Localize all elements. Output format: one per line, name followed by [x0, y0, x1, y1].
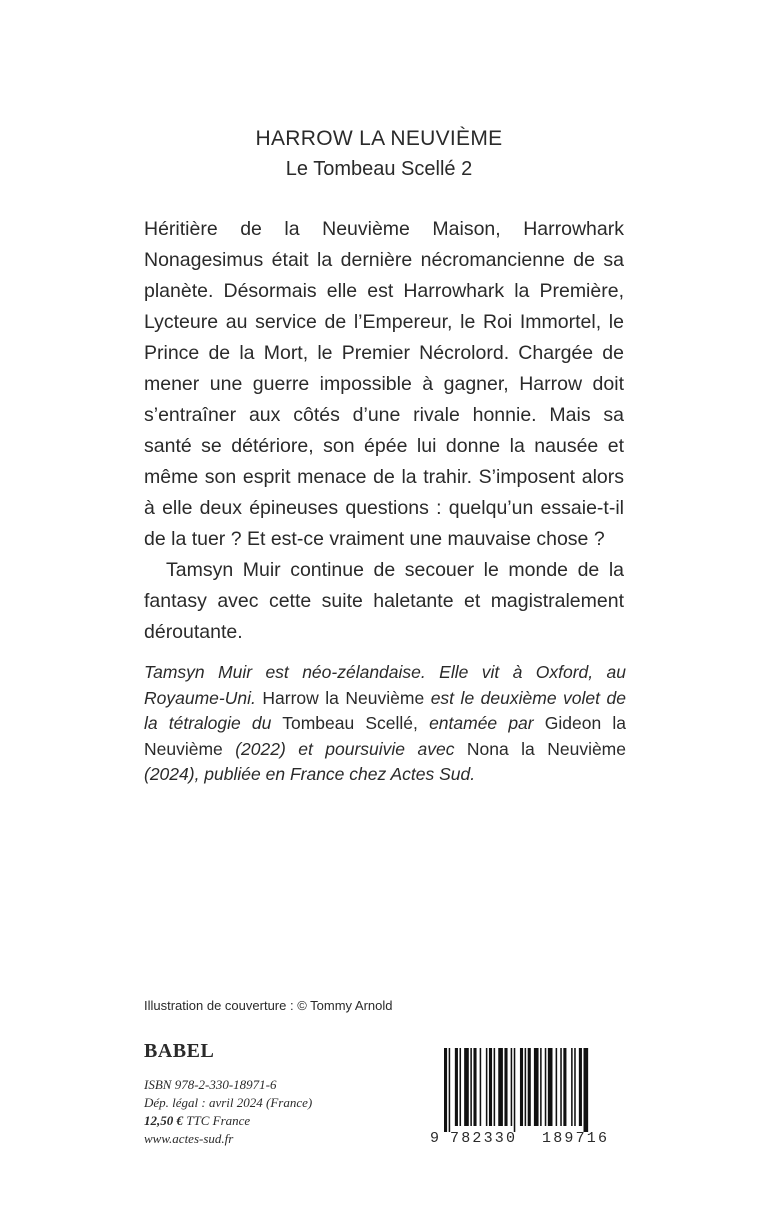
blurb: [144, 214, 624, 648]
barcode-bar: [563, 1048, 566, 1126]
blurb-paragraph-1: Héritière de la Neuvième Maison, Harrowhark Nonagesimus était la dernière nécromancienne de sa planète. Désormais elle est Harrowhark la Première, Lycteure au service de l’Empereur, le Roi Immortel, le Prince de la Mort, le Premier Nécrolord. Chargée de mener une guerre impossible à gagner, Harrow doit s’entraîner aux côtés d’une rivale honnie. Mais sa santé se détériore, son épée lui donne la nausée et même son esprit menace de la trahir. S’imposent alors à elle deux épineuses questions : quelqu’un essaie-t-il de la tuer ? Et est-ce vraiment une mauvaise chose ?: [144, 218, 624, 550]
barcode-bar: [449, 1048, 451, 1132]
publication-info: [144, 1076, 312, 1148]
barcode-bar: [545, 1048, 547, 1126]
barcode-bar: [504, 1048, 507, 1126]
barcode-bar: [548, 1048, 553, 1126]
barcode-bar: [480, 1048, 482, 1126]
barcode-bar: [473, 1048, 476, 1126]
barcode: [430, 1048, 626, 1158]
price-line: [144, 1112, 312, 1130]
blurb-paragraph-2: Tamsyn Muir continue de secouer le monde de la fantasy avec cette suite haletante et magistralement déroutante.: [144, 559, 624, 643]
barcode-bar: [528, 1048, 531, 1126]
price: 12,50 €: [144, 1113, 183, 1128]
barcode-bar: [455, 1048, 458, 1126]
barcode-bar: [460, 1048, 462, 1126]
barcode-group-2: 189716: [542, 1130, 610, 1147]
bio-text: entamée par: [429, 713, 534, 733]
barcode-bar: [489, 1048, 492, 1126]
bio-text: Tamsyn Muir est néo-zélandaise. Elle vit à Oxford, au Royaume-Uni.: [144, 662, 626, 708]
barcode-bar: [525, 1048, 527, 1126]
author-bio: [144, 660, 626, 788]
barcode-bar: [494, 1048, 496, 1126]
barcode-bar: [574, 1048, 576, 1126]
bio-text: (2024), publiée en France chez Actes Sud.: [144, 764, 476, 784]
bio-book-title: Nona la Neuvième: [466, 738, 626, 759]
barcode-bar: [498, 1048, 503, 1126]
website: www.actes-sud.fr: [144, 1131, 234, 1146]
barcode-bars: [430, 1048, 626, 1132]
barcode-bar: [514, 1048, 516, 1132]
book-subtitle: Le Tombeau Scellé 2: [285, 158, 473, 180]
isbn: ISBN 978-2-330-18971-6: [144, 1077, 277, 1092]
price-suffix: TTC France: [186, 1113, 251, 1128]
barcode-bar: [486, 1048, 488, 1126]
bio-book-title: Gideon la Neuvième: [144, 713, 626, 759]
bio-text: (2022) et poursuivie avec: [235, 738, 455, 759]
barcode-bar: [584, 1048, 589, 1132]
barcode-bar: [511, 1048, 513, 1126]
title-block: [0, 124, 758, 184]
barcode-first-digit: 9: [430, 1130, 442, 1147]
cover-credit: Illustration de couverture : © Tommy Arnold: [144, 998, 393, 1013]
barcode-bar: [464, 1048, 469, 1126]
bio-text: est le deuxième volet de la tétralogie du: [144, 687, 626, 733]
barcode-bar: [520, 1048, 523, 1126]
book-title: HARROW LA NEUVIÈME: [255, 127, 503, 150]
barcode-group-1: 782330: [450, 1130, 518, 1147]
barcode-bar: [560, 1048, 562, 1126]
barcode-bar: [556, 1048, 558, 1126]
barcode-bar: [571, 1048, 573, 1126]
barcode-bar: [534, 1048, 539, 1126]
publisher-logo: BABEL: [144, 1040, 215, 1062]
bio-book-title: Harrow la Neuvième: [262, 687, 425, 708]
barcode-bar: [579, 1048, 582, 1126]
bio-series-title: Tombeau Scellé,: [282, 713, 418, 733]
barcode-bar: [540, 1048, 542, 1126]
barcode-bar: [470, 1048, 472, 1126]
barcode-bar: [444, 1048, 447, 1132]
legal-deposit: Dép. légal : avril 2024 (France): [144, 1095, 313, 1110]
